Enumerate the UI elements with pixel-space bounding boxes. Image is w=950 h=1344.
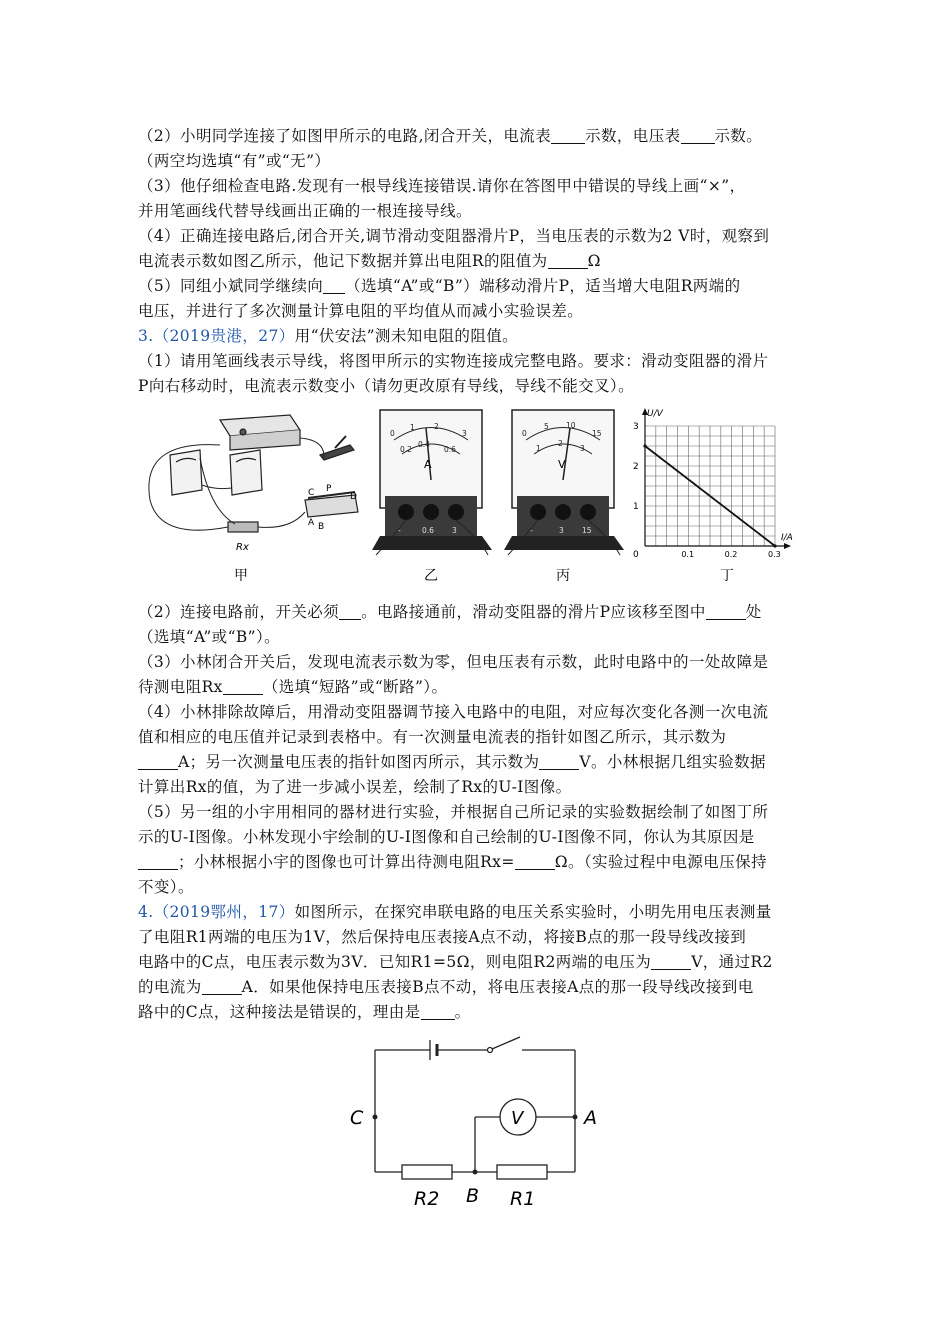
y-tick-label: 1 [633,502,639,512]
q3-head: 3.（2019贵港，27） [138,327,295,345]
q4-l3b: V，通过R2 [691,953,773,971]
q3-item4-e: 计算出Rx的值，为了进一步减小误差，绘制了Rx的U-I图像。 [138,778,572,796]
x-tick-label: 0.2 [724,550,738,559]
label-c: C [350,1107,364,1129]
q2-item4-c: Ω [587,252,601,270]
terminal-b: B [318,522,325,532]
vm-3: 3 [580,444,585,453]
figure-jia-apparatus [149,415,358,532]
q3-item5-c: ；小林根据小宇的图像也可计算出待测电阻Rx= [178,853,515,871]
terminal-d: D [350,492,357,502]
terminal-p: P [326,484,332,494]
label-a: A [584,1107,597,1129]
answer-blank[interactable] [323,275,345,294]
q4-l1: 如图所示，在探究串联电路的电压关系实验时，小明先用电压表测量 [294,903,772,921]
data-point [773,544,776,547]
q3-item4-c: A；另一次测量电压表的指针如图丙所示，其示数为 [178,753,540,771]
q3-item3 [138,650,814,700]
resistor-r1 [497,1165,547,1179]
answer-blank[interactable] [138,751,178,770]
am-0.4: 0.4 [418,440,430,449]
q3-item5-d: Ω。（实验过程中电源电压保持 [554,853,767,871]
q3-item2-a: （2）连接电路前，开关必须 [138,603,340,621]
am-0.2: 0.2 [400,445,412,454]
am-0.6: 0.6 [444,445,456,454]
label-r2: R2 [414,1188,440,1210]
x-tick-label: 0.3 [768,550,781,559]
figure-ding-ui-chart [633,408,793,560]
am-0: 0 [390,429,395,438]
q2-item2-b: 示数，电压表 [585,127,681,145]
q3-item2-b: 。电路接通前，滑动变阻器的滑片P应该移至图中 [361,603,706,621]
voltmeter-label: V [511,1108,524,1129]
answer-blank[interactable] [421,1001,455,1020]
q3-item1-b: P向右移动时，电流表示数变小（请勿更改原有导线，导线不能交叉）。 [138,377,634,395]
q4-l4b: A．如果他保持电压表接B点不动，将电压表接A点的那一段导线改接到电 [241,978,754,996]
q2-item3 [138,174,814,224]
q3-item3-a: （3）小林闭合开关后，发现电流表示数为零，但电压表有示数，此时电路中的一处故障是 [138,653,769,671]
svg-text:A: A [424,458,432,471]
y-tick-label: 3 [633,422,639,432]
y-axis-label: U/V [647,409,663,419]
q4-circuit-diagram [340,1030,610,1220]
q3-item2-c: 处 [745,603,762,621]
switch-blade [492,1037,520,1049]
q3-item5-e: 不变）。 [138,878,194,896]
q2-item3-a: （3）他仔细检查电路.发现有一根导线连接错误.请你在答图甲中错误的导线上画“×”， [138,177,746,195]
q4-stem [138,900,814,1025]
vm-15: 15 [592,429,602,438]
am-2: 2 [434,422,439,431]
answer-blank[interactable] [515,851,555,870]
q4-l5b: 。 [454,1003,471,1021]
node-b [473,1170,478,1175]
answer-blank[interactable] [681,125,715,144]
am-term-neg: - [398,526,401,535]
label-r1: R1 [510,1188,536,1210]
q3-figure-row [140,400,800,590]
q2-item2 [138,124,814,174]
q3-item1-a: （1）请用笔画线表示导线，将图甲所示的实物连接成完整电路。要求：滑动变阻器的滑片 [138,352,769,370]
x-axis-arrow [784,543,791,549]
answer-blank[interactable] [539,751,579,770]
vm-5: 5 [544,422,549,431]
q2-item5-c: 电压，并进行了多次测量计算电阻的平均值从而减小实验误差。 [138,302,584,320]
y-tick-label: 2 [633,462,639,472]
q2-item4-b: 电流表示数如图乙所示，他记下数据并算出电阻R的阻值为 [138,252,548,270]
q3-item4-d: V。小林根据几组实验数据 [579,753,766,771]
fig-label-jia: 甲 [234,568,248,584]
q3-item1 [138,349,814,399]
svg-text:V: V [558,458,566,471]
answer-blank[interactable] [706,601,746,620]
q2-item3-b: 并用笔画线代替导线画出正确的一根连接导线。 [138,202,472,220]
q2-item5 [138,274,814,324]
q4-l5: 路中的C点，这种接法是错误的，理由是 [138,1003,421,1021]
answer-blank[interactable] [223,676,263,695]
q3-item2 [138,600,814,650]
fig-label-bing: 丙 [556,568,570,584]
am-term-3: 3 [452,526,457,535]
am-term-0.6: 0.6 [422,526,434,535]
q2-item2-c: 示数。 [714,127,763,145]
answer-blank[interactable] [339,601,361,620]
q3-item4-a: （4）小林排除故障后，用滑动变阻器调节接入电路中的电阻，对应每次变化各测一次电流 [138,703,769,721]
node-a [573,1115,578,1120]
vm-term-3: 3 [559,526,564,535]
resistor-r2 [402,1165,452,1179]
q2-item2-d: （两空均选填“有”或“无”） [138,152,331,170]
answer-blank[interactable] [138,851,178,870]
q3-item5-a: （5）另一组的小宇用相同的器材进行实验，并根据自己所记录的实验数据绘制了如图丁所 [138,803,769,821]
vm-1: 1 [536,444,541,453]
origin-label: 0 [633,550,639,560]
vm-0: 0 [522,429,527,438]
q2-item4-a: （4）正确连接电路后,闭合开关,调节滑动变阻器滑片P，当电压表的示数为2 V时，观察到 [138,227,770,245]
am-3: 3 [462,429,467,438]
answer-blank[interactable] [551,125,585,144]
vm-term-neg: - [530,526,533,535]
q3-item4 [138,700,814,800]
q4-head: 4.（2019鄂州，17） [138,903,295,921]
q4-l4: 的电流为 [138,978,202,996]
q3-item5 [138,800,814,900]
answer-blank[interactable] [202,976,242,995]
q3-stem-text: 用“伏安法”测未知电阻的阻值。 [294,327,519,345]
vm-10: 10 [566,421,576,430]
label-b: B [466,1185,480,1207]
vm-2: 2 [558,439,563,448]
x-tick-label: 0.1 [681,550,695,559]
answer-blank[interactable] [548,250,588,269]
q3-item3-c: （选填“短路”或“断路”）。 [262,678,448,696]
answer-blank[interactable] [651,951,691,970]
q2-item2-a: （2）小明同学连接了如图甲所示的电路,闭合开关，电流表 [138,127,552,145]
q2-item4 [138,224,814,274]
node-c [373,1115,378,1120]
vm-term-15: 15 [582,526,592,535]
q3-item5-b: 示的U-I图像。小林发现小宇绘制的U-I图像和自己绘制的U-I图像不同，你认为其原因是 [138,828,755,846]
q4-l2: 了电阻R1两端的电压为1V，然后保持电压表接A点不动，将接B点的那一段导线改接到 [138,928,747,946]
q4-l3: 电路中的C点，电压表示数为3V．已知R1=5Ω，则电阻R2两端的电压为 [138,953,652,971]
fig-label-ding: 丁 [720,568,734,584]
terminal-a: A [308,518,315,528]
rx-label: Rx [236,542,249,553]
am-1: 1 [410,423,415,432]
q3-item4-b: 值和相应的电压值并记录到表格中。有一次测量电流表的指针如图乙所示，其示数为 [138,728,727,746]
q3-stem [138,324,814,349]
q3-item2-d: （选填“A”或“B”）。 [138,628,281,646]
terminal-c: C [308,488,315,498]
fig-label-yi: 乙 [424,568,438,584]
q2-item5-b: （选填“A”或“B”）端移动滑片P，适当增大电阻R两端的 [345,277,741,295]
data-point [643,444,646,447]
q3-item3-b: 待测电阻Rx [138,678,223,696]
q2-item5-a: （5）同组小斌同学继续向 [138,277,324,295]
x-axis-label: I/A [781,533,793,543]
